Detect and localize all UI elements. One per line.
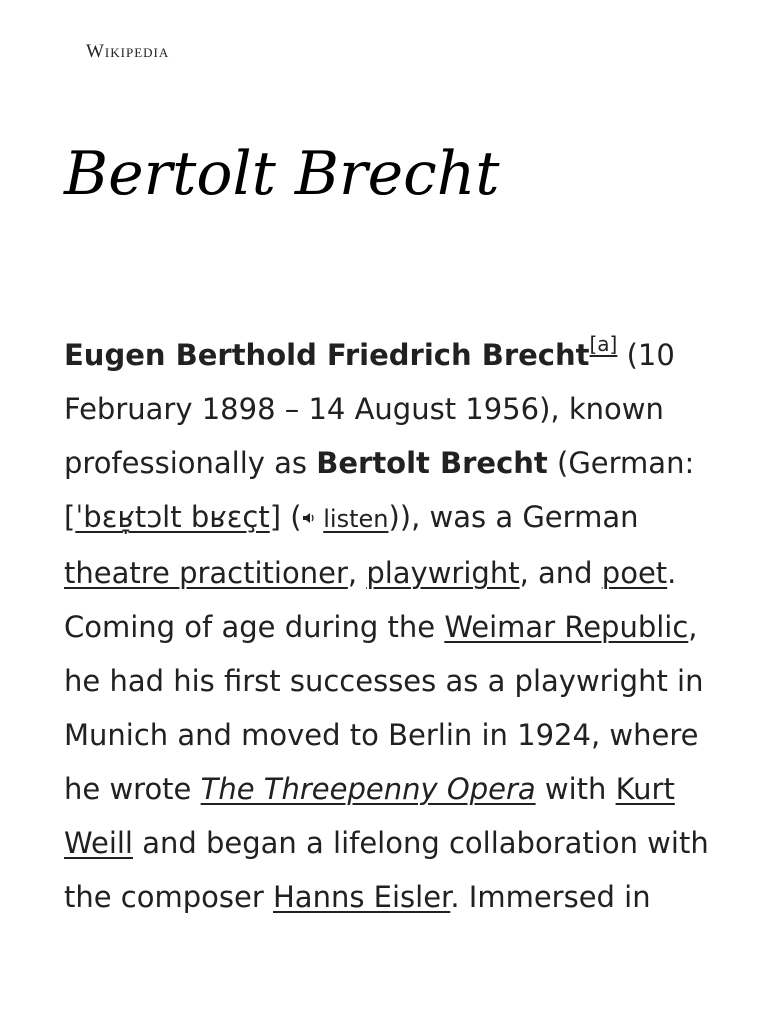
link-threepenny-opera[interactable]: The Threepenny Opera: [200, 772, 536, 806]
wikipedia-logo[interactable]: Wikipedia: [86, 41, 170, 62]
listen-link[interactable]: listen: [323, 505, 389, 533]
subject-full-name: Eugen Berthold Friedrich Brecht: [64, 338, 590, 372]
footnote-a-link[interactable]: [a]: [589, 332, 618, 356]
link-hanns-eisler[interactable]: Hanns Eisler: [273, 880, 451, 914]
text-immersed: . Immersed in: [450, 880, 651, 914]
text-dates: (10 February 1898 – 14 August 1956), known professionally as: [64, 338, 675, 480]
link-kurt-weill[interactable]: Kurt Weill: [64, 772, 675, 860]
speaker-icon[interactable]: [302, 511, 316, 525]
text-first-successes: , he had his first successes as a playwright in Munich and moved to Berlin in 1924, where he wrote: [64, 610, 704, 806]
page-title: Bertolt Brecht: [64, 139, 500, 209]
text-german: (German: [: [64, 446, 695, 534]
text-was-a: )), was a German: [388, 500, 639, 534]
text-with: with: [535, 772, 616, 806]
ipa-pronunciation-link[interactable]: ˈbɛʁ̞tɔlt bʁɛçt: [75, 500, 270, 534]
link-theatre-practitioner[interactable]: theatre practitioner: [64, 556, 348, 590]
article-lead-paragraph: [64, 328, 714, 924]
link-playwright[interactable]: playwright: [366, 556, 520, 590]
text-comma: ,: [347, 556, 367, 590]
text-and: , and: [519, 556, 602, 590]
link-weimar-republic[interactable]: Weimar Republic: [444, 610, 689, 644]
link-poet[interactable]: poet: [601, 556, 668, 590]
text-collaboration: and began a lifelong collaboration with the composer: [64, 826, 709, 914]
text-coming-of-age: . Coming of age during the: [64, 556, 677, 644]
text-bracket: ] (: [269, 500, 302, 534]
subject-known-name: Bertolt Brecht: [316, 446, 548, 480]
listen-audio-control[interactable]: [302, 505, 389, 533]
